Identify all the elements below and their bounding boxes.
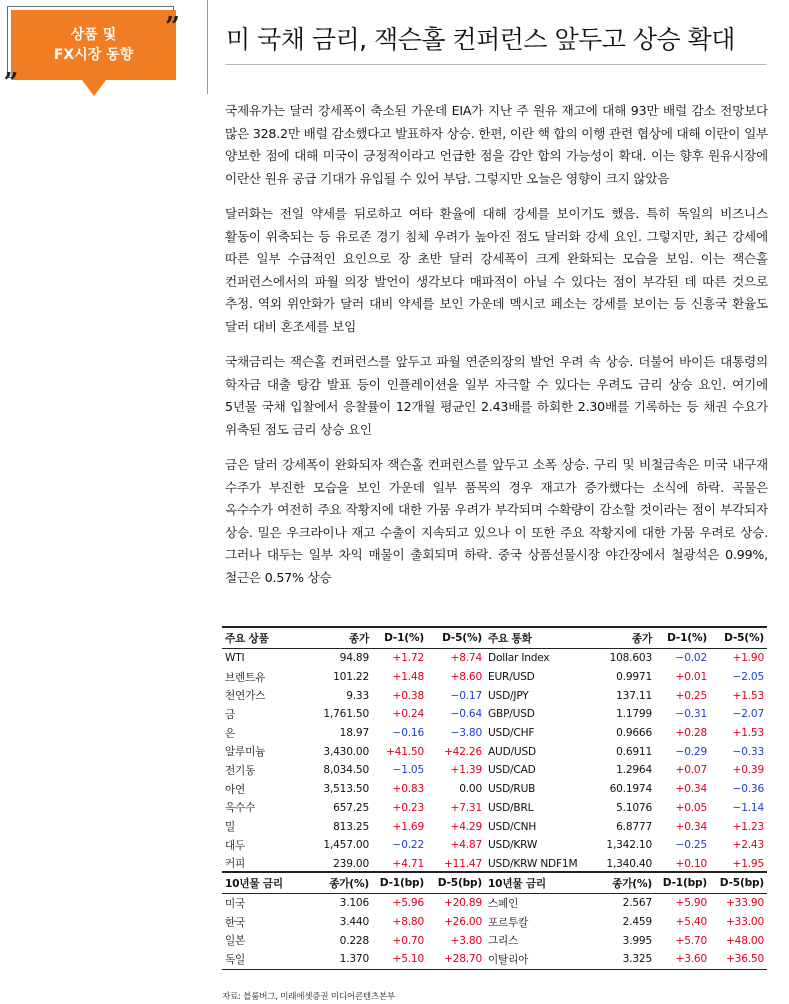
table-cell: 일본 [225, 935, 246, 948]
column-header: D-5(bp) [710, 872, 767, 894]
table-cell: 0.6911 [616, 745, 652, 758]
column-header: 종가 [297, 627, 372, 649]
table-cell: +0.34 [675, 783, 707, 796]
table-cell: −3.80 [450, 727, 482, 740]
table-cell: +1.39 [450, 764, 482, 777]
table-cell: 3.995 [622, 934, 652, 947]
table-cell: USD/CAD [488, 764, 536, 777]
table-cell: +42.26 [443, 745, 482, 758]
table-cell: 2.459 [622, 916, 652, 929]
table-cell: −0.17 [450, 689, 482, 702]
source-note: 자료: 블룸버그, 미래에셋증권 미디어콘텐츠본부 [222, 992, 395, 1002]
table-cell: 천연가스 [225, 690, 266, 703]
table-cell: +1.23 [732, 820, 764, 833]
article-body [225, 100, 768, 602]
page-title: 미 국채 금리, 잭슨홀 컨퍼런스 앞두고 상승 확대 [226, 25, 735, 54]
table-cell: 3.325 [595, 950, 655, 969]
bond-yield-table [222, 871, 767, 970]
table-cell: +8.80 [392, 916, 424, 929]
table-cell: +5.40 [675, 916, 707, 929]
table-row [222, 950, 767, 969]
table-cell: +4.29 [450, 820, 482, 833]
table-row [222, 836, 767, 855]
table-row [222, 668, 767, 687]
table-cell: 8,034.50 [323, 764, 369, 777]
paragraph-commodities: 금은 달러 강세폭이 완화되자 잭슨홀 컨퍼런스를 앞두고 소폭 상승. 구리 및 비철금속은 미국 내구재 수주가 부진한 모습을 보인 가운데 일부 품목의 경우 재고가 증가했다는 소식에 하락. 곡물은 옥수수가 여전히 주요 작황지에 대한 가뭄 우려가 부각되며 수확량이 감소할 것이라는 점이 부각되자 상승. 밀은 우크라이나 재고 수출이 지속되고 있으나 이 또한 주요 작황지에 대한 가뭄 우려로 상승. 그러나 대두는 일부 차익 매물이 출회되며 하락. 중국 상품선물시장 야간장에서 철광석은 0.99%, 철근은 0.57% 상승 [225, 457, 768, 585]
table-cell: +0.39 [732, 764, 764, 777]
table-cell: USD/CHF [488, 727, 535, 740]
table-cell: +0.10 [655, 855, 710, 874]
table-cell: +1.95 [710, 855, 767, 874]
table-cell: +5.90 [675, 897, 707, 910]
table-cell: 239.00 [297, 855, 372, 874]
column-header: D-5(%) [427, 627, 485, 649]
table-row [222, 742, 767, 761]
table-cell: 1.370 [297, 950, 372, 969]
table-row [222, 705, 767, 724]
section-badge [11, 10, 176, 80]
column-header: D-1(bp) [655, 872, 710, 894]
table-row [222, 649, 767, 668]
table-cell: 657.25 [333, 801, 369, 814]
table-cell: +5.10 [372, 950, 427, 969]
badge-line-2: FX시장 동향 [53, 47, 134, 63]
table-cell: +33.90 [725, 897, 764, 910]
column-header: 10년물 금리 [222, 872, 297, 894]
table-cell: −0.22 [392, 839, 424, 852]
table-cell: Dollar Index [488, 652, 550, 665]
column-header: D-5(%) [710, 627, 767, 649]
table-cell: 그리스 [488, 935, 519, 948]
column-header: 종가(%) [595, 872, 655, 894]
table-cell: −0.64 [450, 708, 482, 721]
table-row [222, 799, 767, 818]
table-cell: 18.97 [339, 727, 369, 740]
table-cell: 3.106 [339, 897, 369, 910]
table-cell: 1,761.50 [323, 708, 369, 721]
table-cell: 3.440 [339, 916, 369, 929]
table-cell: +0.34 [675, 820, 707, 833]
table-body [222, 894, 767, 970]
column-header: D-1(%) [372, 627, 427, 649]
table-cell: USD/KRW [488, 839, 538, 852]
table-cell: +0.28 [675, 727, 707, 740]
table-row [222, 780, 767, 799]
table-cell: −1.05 [392, 764, 424, 777]
table-cell: 1,457.00 [323, 839, 369, 852]
table-cell: 옥수수 [225, 802, 256, 815]
table-cell: GBP/USD [488, 708, 535, 721]
table-cell: 1.1799 [616, 708, 652, 721]
table-cell: +5.96 [392, 897, 424, 910]
table-cell: 아연 [225, 783, 246, 796]
table-cell: +0.38 [392, 689, 424, 702]
table-row [222, 724, 767, 743]
table-row [222, 761, 767, 780]
table-cell: +0.24 [392, 708, 424, 721]
table-cell: +1.69 [392, 820, 424, 833]
paragraph-bonds: 국채금리는 잭슨홀 컨퍼런스를 앞두고 파월 연준의장의 발언 우려 속 상승. 더불어 바이든 대통령의 학자금 대출 탕감 발표 등이 인플레이션을 일부 자극할 수 있다는 우려도 금리 상승 요인. 여기에 5년물 국채 입찰에서 응찰률이 12개월 평균인 2.43배를 하회한 2.30배를 기록하는 등 채권 수요가 위축된 점도 금리 상승 요인 [225, 354, 768, 437]
table-cell: +7.31 [450, 801, 482, 814]
badge-tail [82, 80, 106, 96]
table-cell: +1.53 [732, 689, 764, 702]
table-cell: 3,513.50 [323, 783, 369, 796]
table-row [222, 913, 767, 932]
table-cell: +1.90 [732, 652, 764, 665]
table-cell: +0.25 [675, 689, 707, 702]
table-cell: +5.70 [675, 934, 707, 947]
table-cell: +8.60 [450, 671, 482, 684]
table-cell: −0.02 [675, 652, 707, 665]
table-cell: +2.43 [732, 839, 764, 852]
table-cell: WTI [225, 652, 245, 665]
table-cell: 0.9666 [616, 727, 652, 740]
table-cell: −2.05 [732, 671, 764, 684]
column-header: D-5(bp) [427, 872, 485, 894]
table-cell: 813.25 [333, 820, 369, 833]
table-cell: −2.07 [732, 708, 764, 721]
table-cell: 전기동 [225, 764, 256, 777]
table-header-row [222, 627, 767, 649]
table-cell: +41.50 [385, 745, 424, 758]
badge-line-1: 상품 및 [70, 27, 117, 43]
table-cell: 한국 [225, 916, 246, 929]
table-cell: 포르투칼 [488, 916, 529, 929]
column-header: 주요 상품 [222, 627, 297, 649]
table-cell: +3.80 [450, 934, 482, 947]
table-cell: 108.603 [609, 652, 652, 665]
table-cell: +8.74 [450, 652, 482, 665]
table-cell: EUR/USD [488, 671, 535, 684]
table-cell: +26.00 [443, 916, 482, 929]
table-cell: 1,342.10 [606, 839, 652, 852]
table-cell: −0.29 [675, 745, 707, 758]
table-cell: 101.22 [333, 671, 369, 684]
table-cell: −0.33 [732, 745, 764, 758]
table-cell: +20.89 [443, 897, 482, 910]
table-cell: 1.2964 [616, 764, 652, 777]
table-cell: 은 [225, 727, 236, 740]
table-cell: 6.8777 [616, 820, 652, 833]
table-cell: +3.60 [655, 950, 710, 969]
table-cell: +11.47 [427, 855, 485, 874]
table-cell: 알루미늄 [225, 746, 266, 759]
table-cell: 60.1974 [609, 783, 652, 796]
table-cell: 스페인 [488, 897, 519, 910]
column-header: 주요 통화 [485, 627, 595, 649]
table-cell: +1.48 [392, 671, 424, 684]
table-cell: 독일 [222, 950, 297, 969]
table-row [222, 686, 767, 705]
table-row [222, 817, 767, 836]
table-body [222, 649, 767, 874]
paragraph-oil: 국제유가는 달러 강세폭이 축소된 가운데 EIA가 지난 주 원유 재고에 대해 93만 배럴 감소 전망보다 많은 328.2만 배럴 감소했다고 발표하자 상승. 한편, 이란 핵 합의 이행 관련 협상에 대해 이란이 일부 양보한 점에 대해 미국이 긍정적이라고 언급한 점을 감안 합의 가능성이 확대. 이는 향후 원유시장에 이란산 원유 공급 기대가 유입될 수 있어 부담. 그렇지만 오늘은 영향이 크지 않았음 [225, 103, 768, 186]
table-cell: −0.36 [732, 783, 764, 796]
table-cell: 밀 [225, 821, 236, 834]
table-cell: 금 [225, 708, 236, 721]
table-cell: +36.50 [710, 950, 767, 969]
table-cell: 137.11 [616, 689, 652, 702]
table-cell: 5.1076 [616, 801, 652, 814]
table-cell: USD/BRL [488, 801, 534, 814]
table-cell: +1.53 [732, 727, 764, 740]
title-rule [226, 64, 766, 65]
table-cell: +28.70 [427, 950, 485, 969]
table-cell: USD/CNH [488, 820, 537, 833]
table-cell: +0.23 [392, 801, 424, 814]
table-cell: +0.07 [675, 764, 707, 777]
table-cell: −0.25 [675, 839, 707, 852]
table-cell: +4.71 [372, 855, 427, 874]
table-cell: 94.89 [339, 652, 369, 665]
table-cell: 미국 [225, 897, 246, 910]
table-cell: 9.33 [346, 689, 369, 702]
column-header: D-1(%) [655, 627, 710, 649]
table-cell: 1,340.40 [595, 855, 655, 874]
table-cell: AUD/USD [488, 745, 536, 758]
table-cell: +48.00 [725, 934, 764, 947]
table-cell: USD/JPY [488, 689, 529, 702]
table-cell: 0.9971 [616, 671, 652, 684]
table-cell: 2.567 [622, 897, 652, 910]
open-quote-icon: „ [4, 53, 19, 83]
table-cell: −0.16 [392, 727, 424, 740]
column-header: 종가 [595, 627, 655, 649]
table-cell: +1.72 [392, 652, 424, 665]
table-cell: 3,430.00 [323, 745, 369, 758]
table-cell: +4.87 [450, 839, 482, 852]
table-row [222, 931, 767, 950]
table-cell: −0.31 [675, 708, 707, 721]
table-header-row [222, 872, 767, 894]
column-header: 10년물 금리 [485, 872, 595, 894]
table-cell: 이탈리아 [485, 950, 595, 969]
paragraph-dollar: 달러화는 전일 약세를 뒤로하고 여타 환율에 대해 강세를 보이기도 했음. 특히 독일의 비즈니스 활동이 위축되는 등 유로존 경기 침체 우려가 높아진 점도 달러화 강세 요인. 그렇지만, 최근 강세에 따른 일부 수급적인 요인으로 장 초반 달러 강세폭이 크게 완화되는 모습을 보임. 이는 잭슨홀 컨퍼런스에서의 파월 의장 발언이 생각보다 매파적이 아닐 수 있다는 점이 부각된 데 따른 것으로 추정. 역외 위안화가 달러 대비 약세를 보인 가운데 멕시코 페소는 강세를 보이는 등 신흥국 환율도 달러 대비 혼조세를 보임 [225, 206, 768, 334]
table-cell: 커피 [222, 855, 297, 874]
table-cell: 0.228 [339, 934, 369, 947]
column-header: D-1(bp) [372, 872, 427, 894]
table-cell: +0.83 [392, 783, 424, 796]
table-cell: 브렌트유 [225, 671, 266, 684]
table-cell: +33.00 [725, 916, 764, 929]
header-divider [207, 0, 208, 94]
table-cell: 0.00 [459, 783, 482, 796]
table-cell: 대두 [225, 839, 246, 852]
table-cell: USD/RUB [488, 783, 536, 796]
column-header: 종가(%) [297, 872, 372, 894]
table-cell: +0.01 [675, 671, 707, 684]
close-quote-icon: ” [165, 12, 180, 42]
commodities-fx-table [222, 626, 767, 874]
table-cell: USD/KRW NDF1M [485, 855, 595, 874]
table-row [222, 894, 767, 913]
table-cell: +0.70 [392, 934, 424, 947]
table-cell: −1.14 [732, 801, 764, 814]
table-cell: +0.05 [675, 801, 707, 814]
